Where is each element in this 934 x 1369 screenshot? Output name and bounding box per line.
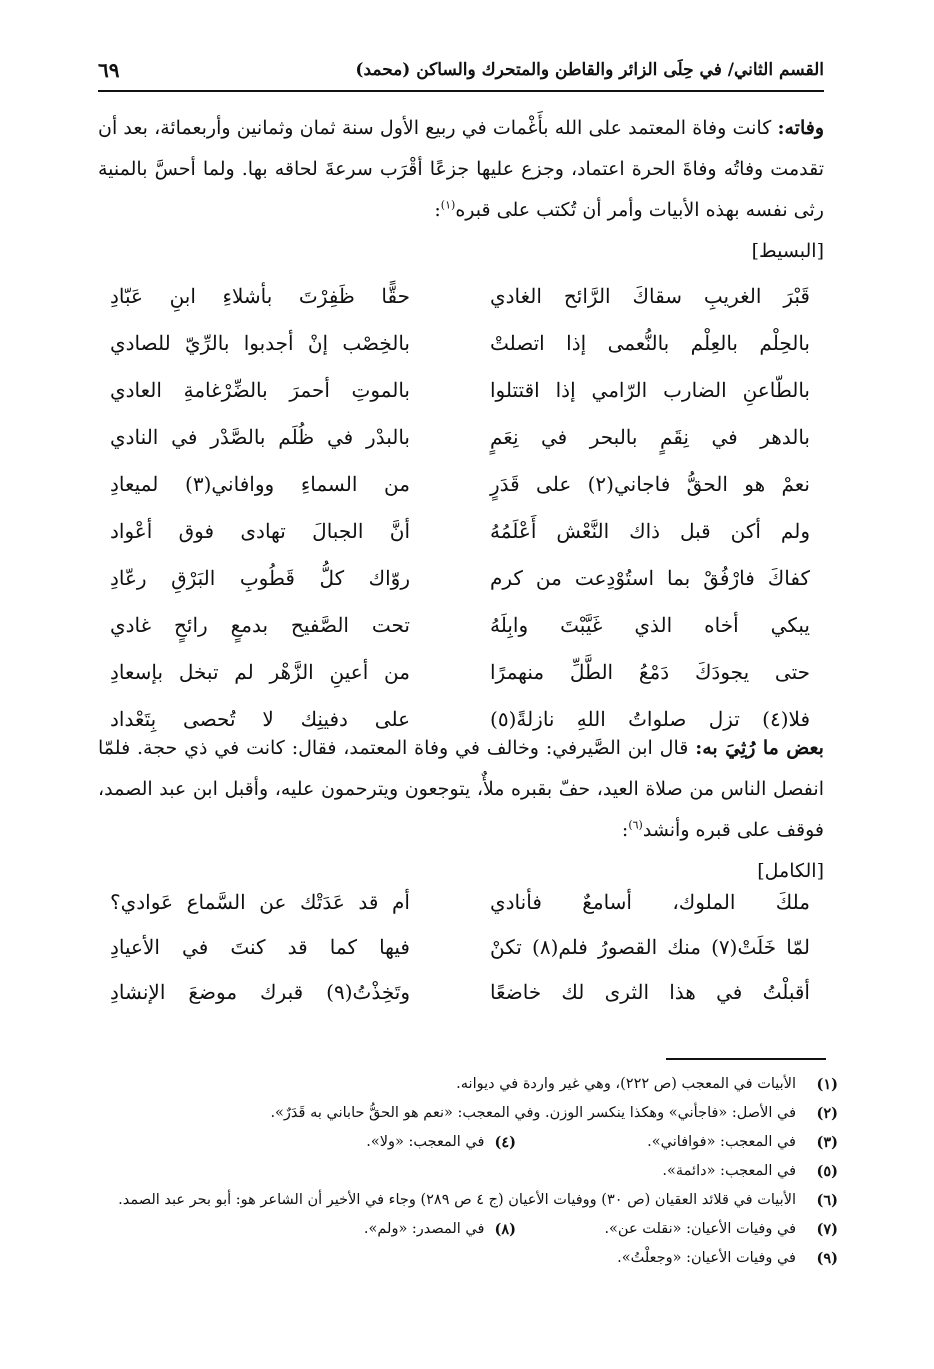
footnote-number: (٤) (494, 1134, 516, 1151)
footnote-number: (١) (816, 1076, 838, 1093)
poem-basit (110, 284, 810, 754)
heading-elegies: بعض ما رُثِيَ به: (695, 737, 824, 759)
footnote-text: الأبيات في قلائد العقيان (ص ٣٠) ووفيات الأعيان (ج ٤ ص ٢٨٩) وجاء في الأخير أن الشاعر هو: أبو بحر عبد الصمد. (118, 1192, 796, 1208)
verse-second-half: روّاك كلُّ قَطُوبِ البَرْقِ رعّادِ (110, 566, 410, 590)
footnote-2 (98, 1099, 838, 1128)
verse-first-half: بالطّاعنِ الضارب الرّامي إذا اقتتلوا (490, 378, 810, 402)
header-title: القسم الثاني/ في حِلَى الزائر والقاطن والمتحرك والساكن (محمد) (355, 60, 824, 80)
verse-second-half: فيها كما قد كنتَ في الأعيادِ (110, 935, 410, 959)
verse-second-half: حقًّا ظَفِرْتَ بأشلاءِ ابنِ عَبّادِ (110, 284, 410, 308)
footnote-text: في وفيات الأعيان: «نقلت عن». (604, 1221, 796, 1237)
footnote-number: (٥) (816, 1163, 838, 1180)
paragraph-elegies-text: قال ابن الصَّيرفي: وخالف في وفاة المعتمد، فقال: كانت في ذي حجة. فلمّا انفصل الناس من صلاة العيد، حفّ بقبره ملأٌ، يتوجعون ويترحمون عليه، وأقبل ابن عبد الصمد، فوقف على قبره وأنشد (98, 737, 824, 841)
verse-second-half: وتَخِذْتُ(٩) قبرك موضعَ الإنشادِ (110, 980, 410, 1004)
verse-first-half: كفاكَ فارْفُقْ بما استُوْدِعت من كرم (490, 566, 810, 590)
footnote-number: (٦) (816, 1192, 838, 1209)
verse-row (110, 660, 810, 707)
paragraph-death (98, 108, 824, 272)
footnote-text: في وفيات الأعيان: «وجعلْتُ». (617, 1250, 796, 1266)
verse-second-half: أنَّ الجبالَ تهادى فوق أعْواد (110, 519, 410, 543)
meter-label-kamil: [الكامل] (757, 860, 824, 882)
verse-first-half: ملكَ الملوك، أسامعٌ فأنادي (490, 890, 810, 914)
footnote-text: في الأصل: «فاجأني» وهكذا ينكسر الوزن. وفي المعجب: «نعم هو الحقُّ حاباني به قَدَرٌ». (270, 1105, 796, 1121)
footnote-3-4 (98, 1128, 838, 1157)
verse-row (110, 472, 810, 519)
paragraph-elegies (98, 728, 824, 892)
verse-second-half: بالخِصْب إنْ أجدبوا بالرِّيّ للصادي (110, 331, 410, 355)
footnote-text: في المعجب: «دائمة». (662, 1163, 796, 1179)
verse-first-half: لمّا خَلَتْ(٧) منك القصورُ فلم(٨) تكنْ (490, 935, 810, 959)
verse-row (110, 935, 810, 980)
verse-second-half: تحت الصَّفيح بدمعٍ رائحٍ غادي (110, 613, 410, 637)
footnote-text: في المعجب: «ولا». (366, 1134, 485, 1150)
verse-second-half: أم قد عَدَتْك عن السَّماع عَوادي؟ (110, 890, 410, 914)
verse-row (110, 519, 810, 566)
footnote-number: (٩) (816, 1250, 838, 1267)
verse-row (110, 980, 810, 1025)
verse-row (110, 890, 810, 935)
footnote-9 (98, 1244, 838, 1273)
verse-second-half: بالبدْر في ظُلَم بالصَّدْر في النادي (110, 425, 410, 449)
verse-first-half: ولم أكن قبل ذاك النَّعْش أَعْلَمُهُ (490, 519, 810, 543)
footnote-5 (98, 1157, 838, 1186)
verse-row (110, 284, 810, 331)
verse-row (110, 331, 810, 378)
verse-row (110, 378, 810, 425)
verse-second-half: على دفينِك لا تُحصى بِتَعْداد (110, 707, 410, 731)
footnote-number: (٢) (816, 1105, 838, 1122)
verse-first-half: فلا(٤) تزل صلواتُ اللهِ نازلةً(٥) (490, 707, 810, 731)
verse-first-half: يبكي أخاه الذي غَيَّبْتَ وابِلَهُ (490, 613, 810, 637)
footnote-7-8 (98, 1215, 838, 1244)
verse-first-half: بالحِلْم بالعِلْم بالنُّعمى إذا اتصلتْ (490, 331, 810, 355)
running-header (98, 56, 824, 92)
paragraph-elegies-tail: : (621, 819, 629, 841)
verse-row (110, 566, 810, 613)
verse-second-half: من السماءِ ووافاني(٣) لميعادِ (110, 472, 410, 496)
meter-label-basit: [البسيط] (751, 240, 824, 262)
footnote-6 (98, 1186, 838, 1215)
verse-first-half: قَبْرَ الغريبِ سقاكَ الرَّائح الغادي (490, 284, 810, 308)
footnote-ref-1: (١) (440, 198, 456, 212)
footnote-ref-6: (٦) (628, 818, 643, 832)
footnote-text: في المعجب: «فوافاني». (647, 1134, 796, 1150)
footnote-number: (٨) (494, 1221, 516, 1238)
paragraph-death-tail: : (434, 199, 441, 221)
verse-row (110, 425, 810, 472)
footnote-1 (98, 1070, 838, 1099)
verse-first-half: بالدهر في نِقَمٍ بالبحر في نِعَمٍ (490, 425, 810, 449)
heading-death: وفاته: (777, 117, 824, 139)
page-number: ٦٩ (98, 58, 120, 82)
footnote-number: (٧) (816, 1221, 838, 1238)
verse-first-half: أقبلْتُ في هذا الثرى لك خاضعًا (490, 980, 810, 1004)
verse-first-half: حتى يجودَكَ دَمْعُ الطَّلِّ منهمرًا (490, 660, 810, 684)
poem-kamil (110, 890, 810, 1025)
verse-second-half: بالموتِ أحمرَ بالضِّرْغامةِ العادي (110, 378, 410, 402)
verse-row (110, 613, 810, 660)
footnotes (98, 1070, 838, 1273)
footnote-divider (666, 1058, 826, 1060)
footnote-text: الأبيات في المعجب (ص ٢٢٢)، وهي غير واردة في ديوانه. (456, 1076, 796, 1092)
footnote-text: في المصدر: «ولم». (363, 1221, 485, 1237)
verse-second-half: من أعينِ الزَّهْر لم تبخل بإسعادِ (110, 660, 410, 684)
paragraph-death-text: كانت وفاة المعتمد على الله بأَغْمات في ربيع الأول سنة ثمان وثمانين وأربعمائة، بعد أن تقدمت وفاتُه وفاةَ الحرة اعتماد، وجزع عليها جزعًا أقْرَب سرعةَ لحاقه بها. ولما أحسَّ بالمنية رثى نفسه بهذه الأبيات وأمر أن تُكتب على قبره (98, 117, 824, 221)
verse-first-half: نعمْ هو الحقُّ فاجاني(٢) على قَدَرٍ (490, 472, 810, 496)
footnote-number: (٣) (816, 1134, 838, 1151)
